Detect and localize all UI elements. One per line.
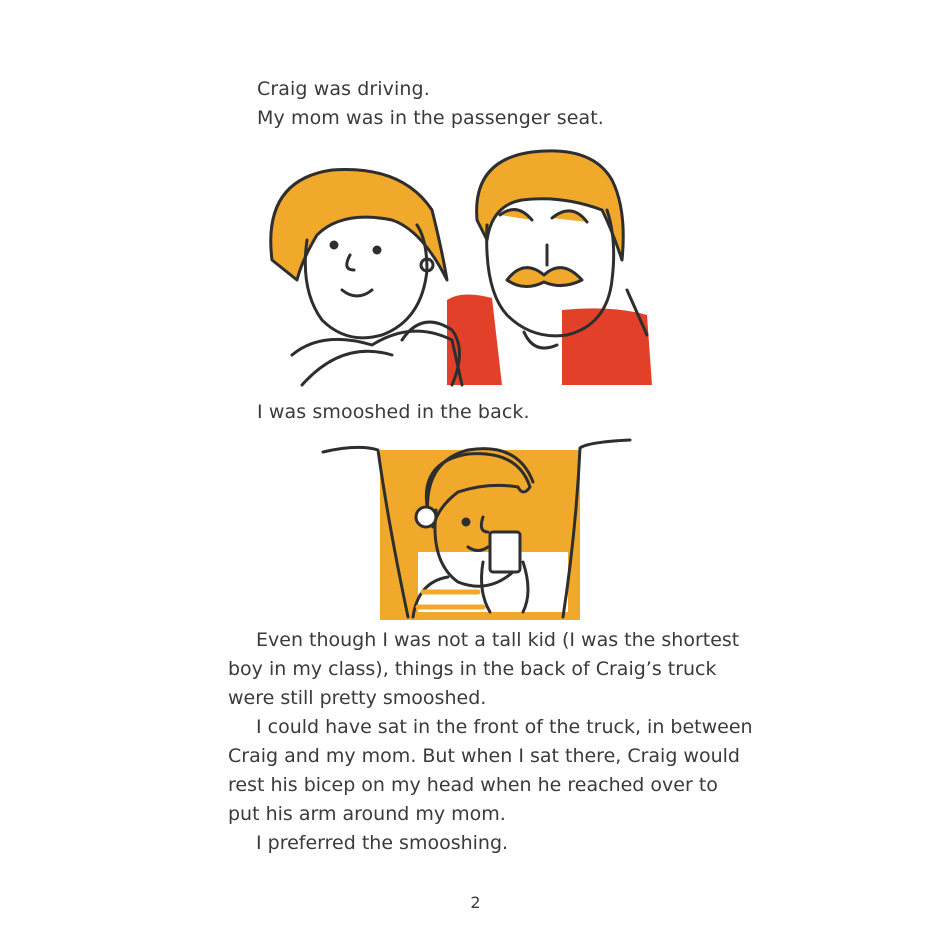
body-text [228,626,753,858]
intro-line-1: Craig was driving. [257,78,430,100]
paragraph-2-line-4: put his arm around my mom. [228,803,506,825]
paragraph-1-line-3: were still pretty smooshed. [228,687,487,709]
paragraph-2-line-1: I could have sat in the front of the truck, in between [256,716,753,738]
paragraph-2-line-3: rest his bicep on my head when he reached over to [228,774,718,796]
paragraph-3: I preferred the smooshing. [256,832,509,854]
paragraph-1-line-1: Even though I was not a tall kid (I was the shortest [256,629,740,651]
caption-smooshed-in-back: I was smooshed in the back. [257,401,530,423]
page-number: 2 [470,893,481,912]
paragraph-2-line-2: Craig and my mom. But when I sat there, Craig would [228,745,740,767]
intro-line-2: My mom was in the passenger seat. [257,107,604,129]
paragraph-1-line-2: boy in my class), things in the back of Craig’s truck [228,658,717,680]
illustration-kid-in-back-seat [318,432,638,622]
illustration-mom-and-craig [262,140,662,390]
